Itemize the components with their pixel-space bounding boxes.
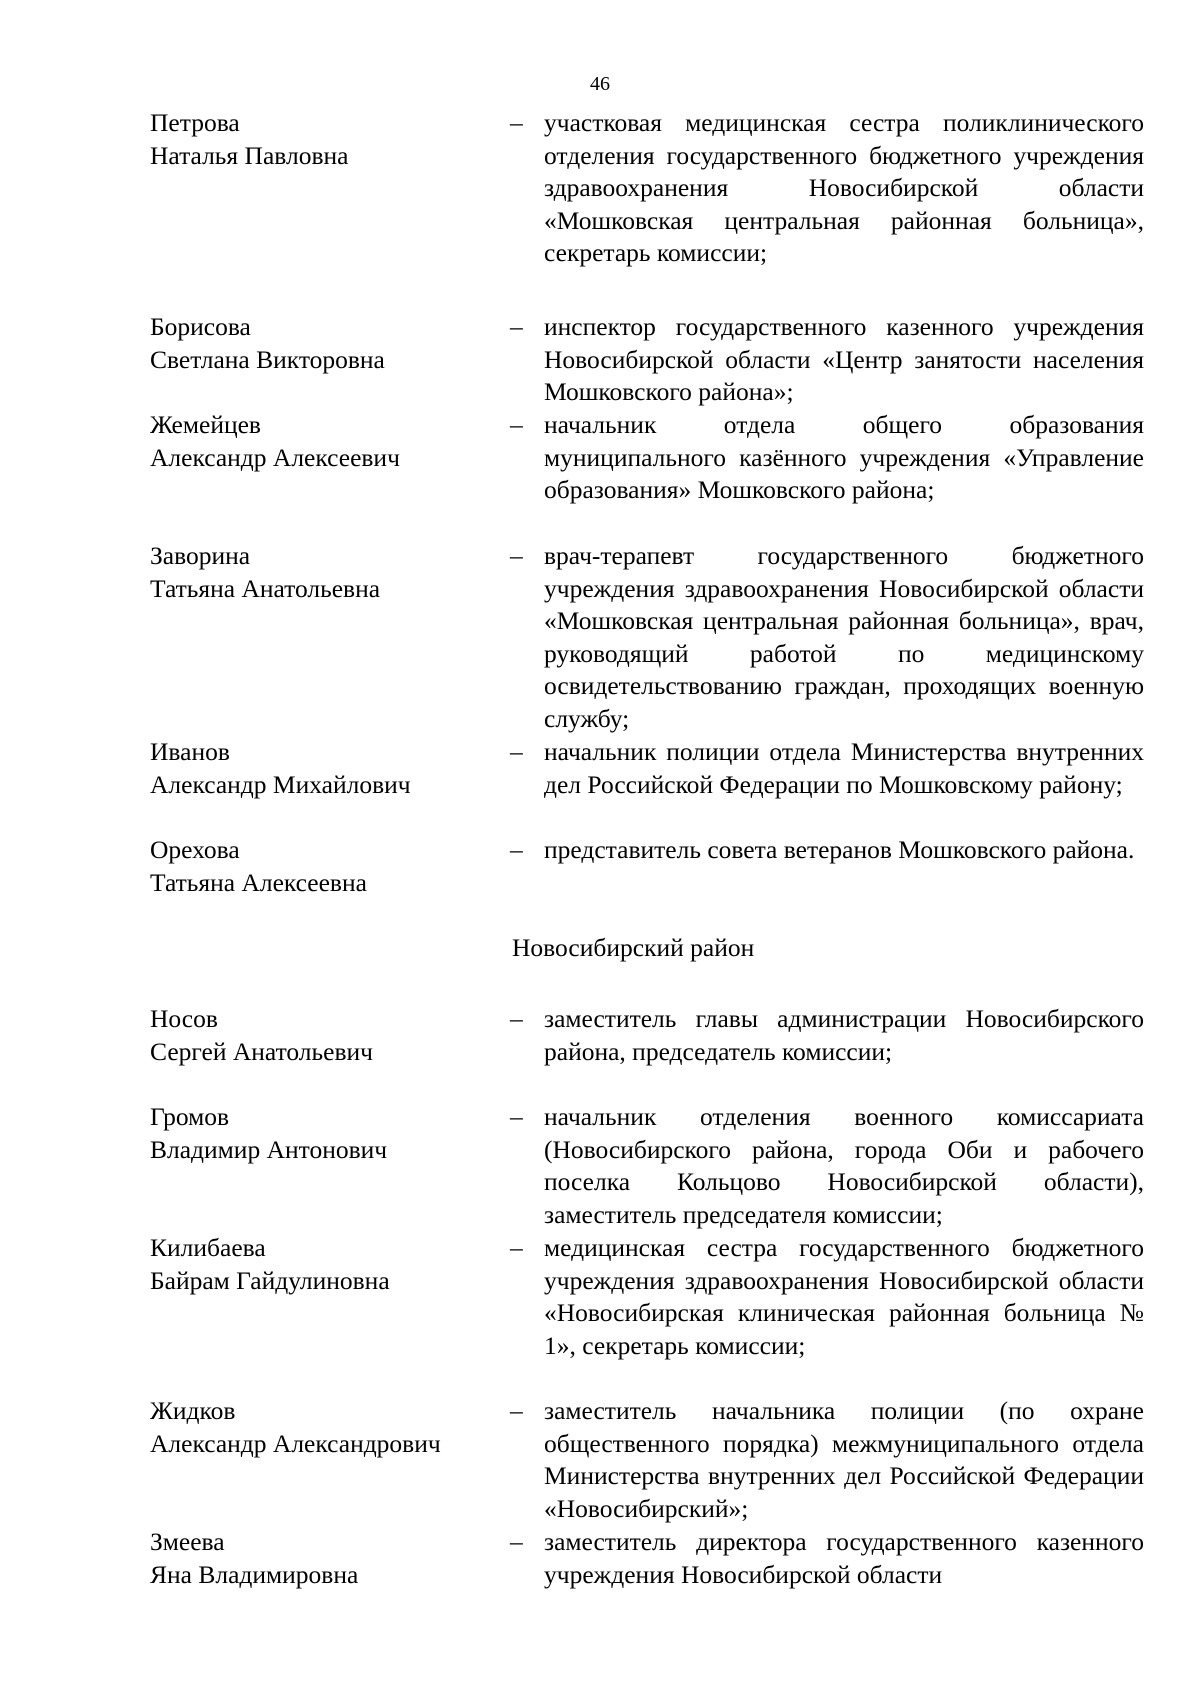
member-given-names: Сергей Анатольевич bbox=[150, 1036, 373, 1066]
member-given-names: Татьяна Алексеевна bbox=[150, 867, 367, 897]
dash-separator: – bbox=[510, 1396, 523, 1425]
member-name bbox=[150, 1526, 490, 1591]
member-role: инспектор государственного казенного учреждения Новосибирской области «Центр занятости населения Мошковского района»; bbox=[544, 312, 1144, 407]
dash-separator: – bbox=[510, 1233, 523, 1262]
member-surname: Жидков bbox=[150, 1396, 236, 1425]
member-given-names: Александр Михайлович bbox=[150, 769, 411, 799]
dash-separator: – bbox=[510, 312, 523, 341]
member-name bbox=[150, 736, 490, 801]
dash-separator: – bbox=[510, 541, 523, 570]
member-surname: Жемейцев bbox=[150, 410, 261, 439]
member-given-names: Александр Александрович bbox=[150, 1428, 441, 1458]
section-heading: Новосибирский район bbox=[512, 933, 755, 962]
member-surname: Орехова bbox=[150, 835, 240, 864]
member-surname: Петрова bbox=[150, 108, 240, 137]
member-given-names: Владимир Антонович bbox=[150, 1134, 388, 1164]
member-role: участковая медицинская сестра поликлинического отделения государственного бюджетного учреждения здравоохранения Новосибирской области «Мошковская центральная районная больница», секретарь комиссии; bbox=[544, 108, 1144, 268]
member-given-names: Татьяна Анатольевна bbox=[150, 573, 381, 603]
member-role: медицинская сестра государственного бюджетного учреждения здравоохранения Новосибирской области «Новосибирская клиническая районная больница № 1», секретарь комиссии; bbox=[544, 1233, 1144, 1360]
member-name bbox=[150, 311, 490, 376]
dash-separator: – bbox=[510, 108, 523, 137]
member-surname: Килибаева bbox=[150, 1233, 266, 1262]
member-given-names: Наталья Павловна bbox=[150, 140, 349, 170]
dash-separator: – bbox=[510, 410, 523, 439]
member-given-names: Александр Алексеевич bbox=[150, 442, 400, 472]
member-name bbox=[150, 1003, 490, 1068]
page-number: 46 bbox=[590, 73, 610, 95]
member-surname: Заворина bbox=[150, 541, 251, 570]
member-name bbox=[150, 409, 490, 474]
dash-separator: – bbox=[510, 1102, 523, 1131]
dash-separator: – bbox=[510, 1004, 523, 1033]
member-name bbox=[150, 1232, 490, 1297]
member-surname: Борисова bbox=[150, 312, 251, 341]
dash-separator: – bbox=[510, 1527, 523, 1556]
member-role: начальник отделения военного комиссариата (Новосибирского района, города Оби и рабочего поселка Кольцово Новосибирской области), заместитель председателя комиссии; bbox=[544, 1102, 1144, 1229]
member-surname: Носов bbox=[150, 1004, 218, 1033]
member-given-names: Байрам Гайдулиновна bbox=[150, 1265, 390, 1295]
member-role: заместитель главы администрации Новосибирского района, председатель комиссии; bbox=[544, 1004, 1144, 1066]
member-given-names: Светлана Викторовна bbox=[150, 344, 385, 374]
member-role: начальник отдела общего образования муниципального казённого учреждения «Управление образования» Мошковского района; bbox=[544, 410, 1144, 505]
member-role: представитель совета ветеранов Мошковского района. bbox=[544, 835, 1135, 864]
member-role: начальник полиции отдела Министерства внутренних дел Российской Федерации по Мошковскому району; bbox=[544, 737, 1144, 799]
member-surname: Змеева bbox=[150, 1527, 225, 1556]
member-name bbox=[150, 1395, 490, 1460]
member-role: врач-терапевт государственного бюджетного учреждения здравоохранения Новосибирской области «Мошковская центральная районная больница», врач, руководящий работой по медицинскому освидетельствованию граждан, проходящих военную службу; bbox=[544, 541, 1144, 733]
member-name bbox=[150, 540, 490, 605]
member-role: заместитель директора государственного казенного учреждения Новосибирской области bbox=[544, 1527, 1144, 1589]
dash-separator: – bbox=[510, 835, 523, 864]
member-given-names: Яна Владимировна bbox=[150, 1559, 359, 1589]
member-name bbox=[150, 1101, 490, 1166]
member-surname: Громов bbox=[150, 1102, 230, 1131]
member-name bbox=[150, 107, 490, 172]
member-surname: Иванов bbox=[150, 737, 230, 766]
member-role: заместитель начальника полиции (по охране общественного порядка) межмуниципального отдела Министерства внутренних дел Российской Федерации «Новосибирский»; bbox=[544, 1396, 1144, 1523]
member-name bbox=[150, 834, 490, 899]
dash-separator: – bbox=[510, 737, 523, 766]
